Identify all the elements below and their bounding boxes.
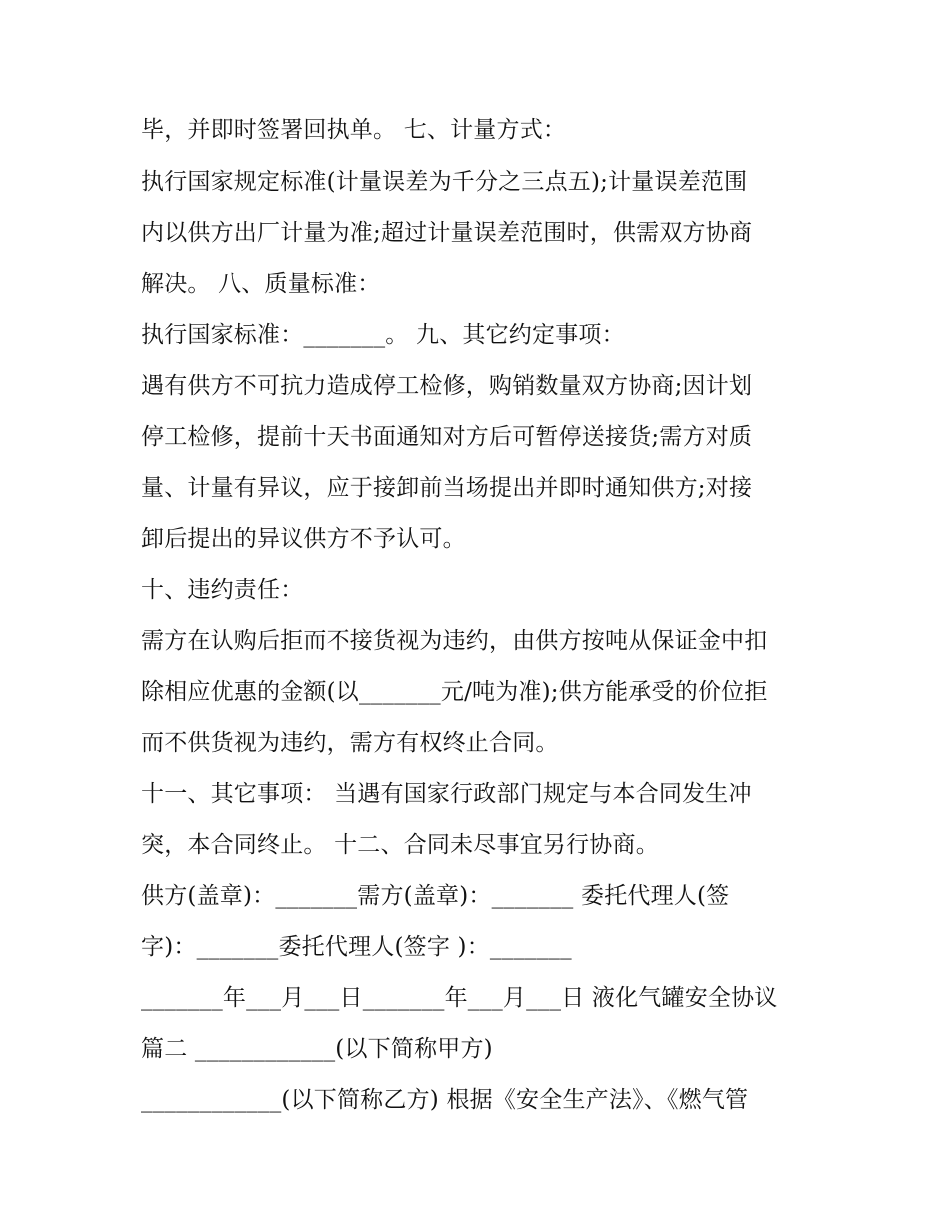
text-line: 毕，并即时签署回执单。 七、计量方式： xyxy=(141,117,567,143)
text-line: 而不供货视为违约，需方有权终止合同。 xyxy=(141,730,559,756)
text-line: 执行国家标准：_______。 九、其它约定事项： xyxy=(141,322,625,348)
signature-line: 供方(盖章)：_______需方(盖章)：_______ 委托代理人(签 xyxy=(141,883,730,909)
date-line: _______年___月___日_______年___月___日 液化气罐安全协议 xyxy=(141,985,778,1011)
text-line: 停工检修，提前十天书面通知对方后可暂停送接货;需方对质 xyxy=(141,424,753,450)
text-line: 卸后提出的异议供方不予认可。 xyxy=(141,526,466,552)
text-line: 十一、其它事项： 当遇有国家行政部门规定与本合同发生冲 xyxy=(141,781,752,807)
text-line: 突，本合同终止。 十二、合同未尽事宜另行协商。 xyxy=(141,832,659,858)
text-line: 解决。 八、质量标准： xyxy=(141,271,381,297)
signature-line: 字)：_______委托代理人(签字 )：_______ xyxy=(141,934,572,960)
text-line: 需方在认购后拒而不接货视为违约，由供方按吨从保证金中扣 xyxy=(141,628,768,654)
section-heading: 十、违约责任： xyxy=(141,577,304,603)
text-line: 遇有供方不可抗力造成停工检修，购销数量双方协商;因计划 xyxy=(141,373,753,399)
text-line: 篇二 ____________(以下简称甲方) xyxy=(141,1036,493,1062)
text-line: 内以供方出厂计量为准;超过计量误差范围时，供需双方协商 xyxy=(141,220,753,246)
text-line: 除相应优惠的金额(以_______元/吨为准);供方能承受的价位拒 xyxy=(141,679,768,705)
text-line: ____________(以下简称乙方) 根据《安全生产法》、《燃气管 xyxy=(141,1087,749,1113)
text-line: 执行国家规定标准(计量误差为千分之三点五);计量误差范围 xyxy=(141,169,748,195)
text-line: 量、计量有异议，应于接卸前当场提出并即时通知供方;对接 xyxy=(141,475,753,501)
